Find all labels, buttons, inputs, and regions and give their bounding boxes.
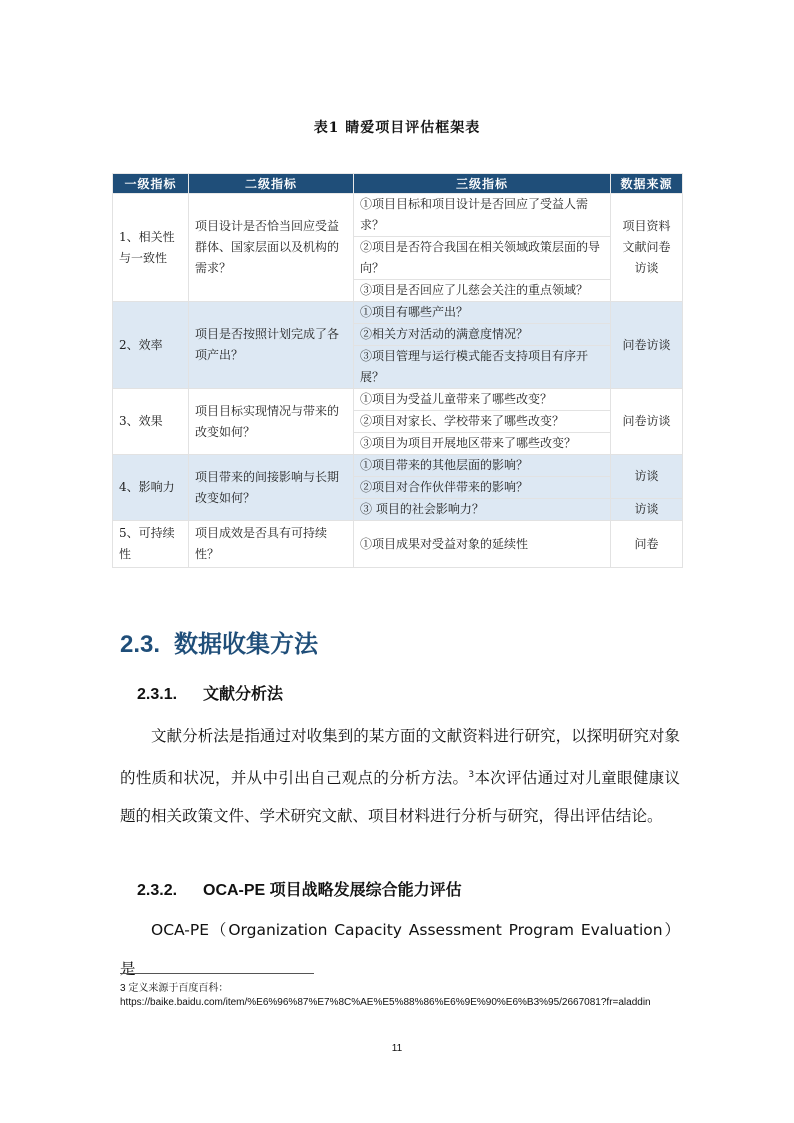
footnote-url[interactable]: https://baike.baidu.com/item/%E6%96%87%E7%8C%AE%E5%88%86%E6%9E%90%E6%B3%95/2667081?fr=aladdin: [120, 997, 651, 1008]
cell-level3: ①项目有哪些产出？: [354, 302, 611, 324]
cell-level3: ②项目是否符合我国在相关领域政策层面的导向？: [354, 237, 611, 280]
cell-level3: ①项目带来的其他层面的影响？: [354, 455, 611, 477]
cell-level1: 5、可持续性: [113, 521, 189, 568]
subsection-heading-1: [137, 681, 283, 704]
cell-level1: 2、效率: [113, 302, 189, 389]
cell-level3: ②项目对合作伙伴带来的影响？: [354, 477, 611, 499]
paragraph-text: 本次评估通过对儿童眼健康议题的相关政策文件、学术研究文献、项目材料进行分析与研究，得出评估结论。: [120, 768, 680, 826]
subsection-number: 2.3.1.: [137, 686, 178, 703]
section-number: 2.3.: [120, 631, 161, 658]
footnote-reference[interactable]: 3: [468, 769, 475, 780]
footnote-label: 3 定义来源于百度百科：: [120, 983, 229, 994]
cell-level1: 4、影响力: [113, 455, 189, 521]
cell-level3: ①项目目标和项目设计是否回应了受益人需求？: [354, 194, 611, 237]
table-row: [113, 302, 683, 324]
cell-level2: 项目带来的间接影响与长期改变如何？: [189, 455, 354, 521]
evaluation-framework-table: [112, 173, 683, 568]
header-source: 数据来源: [611, 174, 683, 194]
body-paragraph-literature: [120, 717, 680, 836]
subsection-heading-2: [137, 877, 462, 900]
cell-source: 访谈: [611, 499, 683, 521]
cell-level3: ②相关方对活动的满意度情况？: [354, 324, 611, 346]
header-level1: 一级指标: [113, 174, 189, 194]
subsection-title: 文献分析法: [203, 686, 284, 703]
subsection-title: OCA-PE 项目战略发展综合能力评估: [203, 882, 462, 899]
table-caption: 表1 睛爱项目评估框架表: [313, 120, 481, 136]
cell-level3: ③项目是否回应了儿慈会关注的重点领域？: [354, 280, 611, 302]
body-paragraph-ocape: [120, 911, 680, 988]
cell-level2: 项目是否按照计划完成了各项产出？: [189, 302, 354, 389]
footnote-separator: [120, 973, 314, 974]
header-level3: 三级指标: [354, 174, 611, 194]
cell-level2: 项目成效是否具有可持续性？: [189, 521, 354, 568]
section-title: 数据收集方法: [174, 631, 319, 658]
cell-level3: ③ 项目的社会影响力？: [354, 499, 611, 521]
section-heading: [120, 624, 318, 659]
cell-source: 问卷: [611, 521, 683, 568]
table-row: [113, 455, 683, 477]
table-row: [113, 194, 683, 237]
cell-level3: ①项目为受益儿童带来了哪些改变？: [354, 389, 611, 411]
page-number: 11: [391, 1043, 403, 1054]
subsection-number: 2.3.2.: [137, 882, 178, 899]
header-level2: 二级指标: [189, 174, 354, 194]
table-row: [113, 521, 683, 568]
cell-level3: ③项目管理与运行模式能否支持项目有序开展？: [354, 346, 611, 389]
cell-source: 项目资料文献问卷访谈: [611, 194, 683, 302]
cell-source: 访谈: [611, 455, 683, 499]
table-header-row: [113, 174, 683, 194]
cell-level3: ②项目对家长、学校带来了哪些改变？: [354, 411, 611, 433]
cell-source: 问卷访谈: [611, 389, 683, 455]
cell-level3: ③项目为项目开展地区带来了哪些改变？: [354, 433, 611, 455]
cell-level2: 项目目标实现情况与带来的改变如何？: [189, 389, 354, 455]
footnote: [120, 982, 680, 1010]
cell-level1: 3、效果: [113, 389, 189, 455]
table-row: [113, 389, 683, 411]
paragraph-text: 文献分析法是指通过对收集到的某方面的文献资料进行研究，以探明研究对象的性质和状况，并从中引出自己观点的分析方法。: [120, 727, 680, 787]
paragraph-text: OCA-PE（Organization Capacity Assessment Program Evaluation）是: [120, 921, 680, 978]
cell-level1: 1、相关性与一致性: [113, 194, 189, 302]
cell-source: 问卷访谈: [611, 302, 683, 389]
cell-level2: 项目设计是否恰当回应受益群体、国家层面以及机构的需求？: [189, 194, 354, 302]
cell-level3: ①项目成果对受益对象的延续性: [354, 521, 611, 568]
